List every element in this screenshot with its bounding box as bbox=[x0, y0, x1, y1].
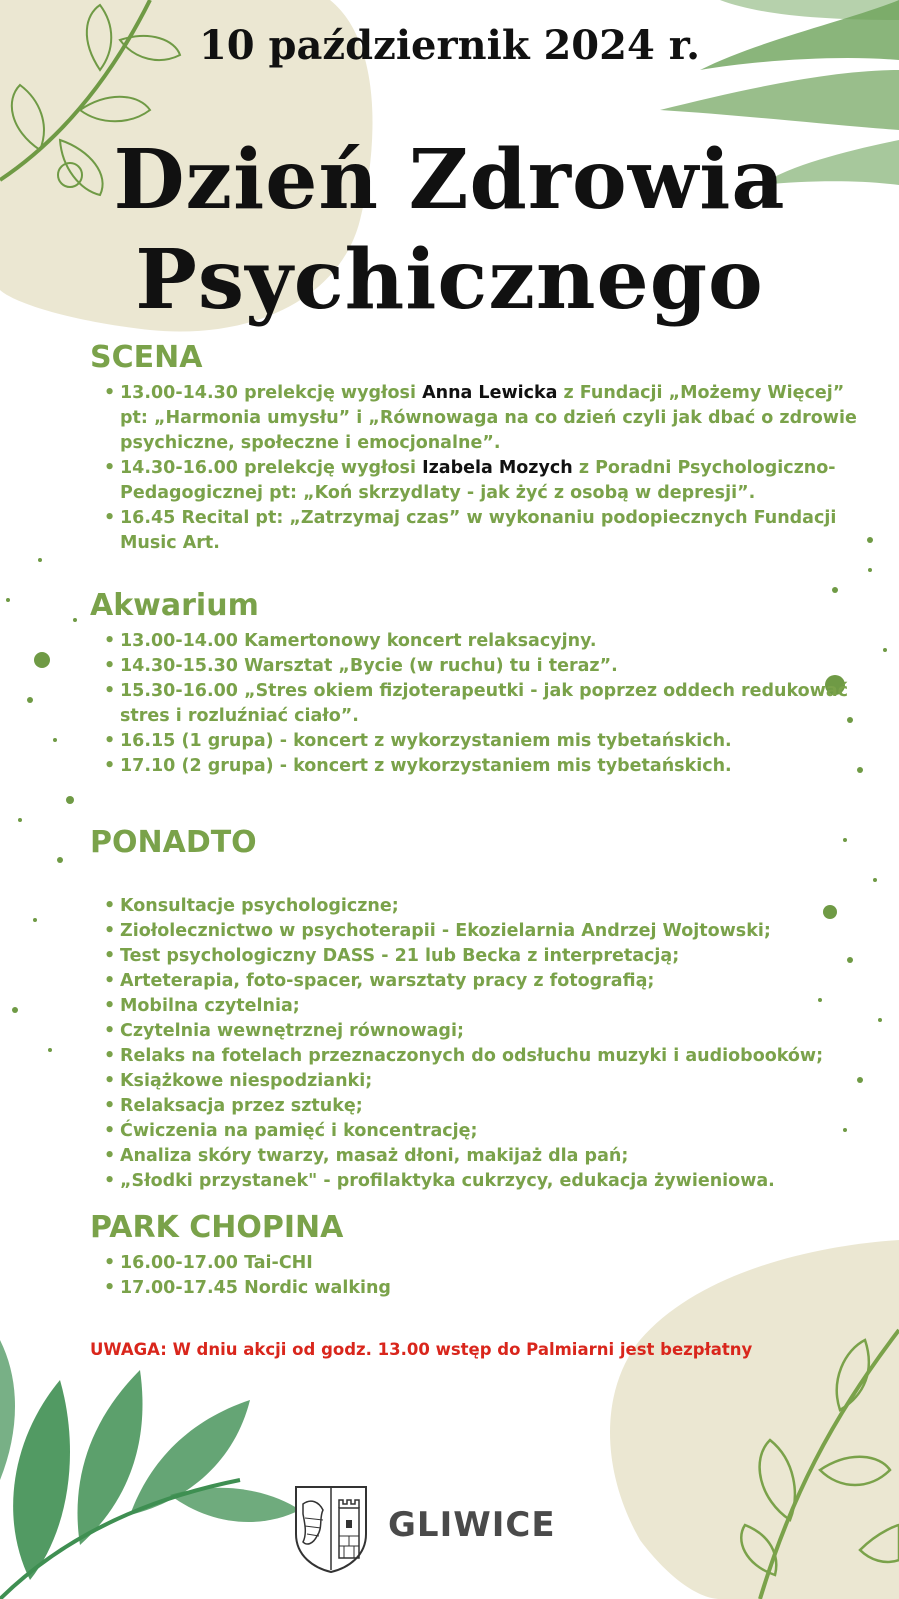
speaker-name: Anna Lewicka bbox=[422, 383, 558, 403]
city-name: GLIWICE bbox=[388, 1505, 556, 1545]
list-item: • 14.30-15.30 Warsztat „Bycie (w ruchu) tu i teraz”. bbox=[120, 654, 860, 679]
list-item: • 17.00-17.45 Nordic walking bbox=[120, 1276, 860, 1301]
list-item: • Książkowe niespodzianki; bbox=[120, 1069, 860, 1094]
list-item: • 15.30-16.00 „Stres okiem fizjoterapeutki - jak poprzez oddech redukować stres i rozluźniać ciało”. bbox=[120, 679, 860, 729]
speaker-name: Izabela Mozych bbox=[422, 458, 573, 478]
list-item: • Analiza skóry twarzy, masaż dłoni, makijaż dla pań; bbox=[120, 1144, 860, 1169]
park-list bbox=[90, 1251, 860, 1301]
title-line-2: Psychicznego bbox=[135, 232, 764, 328]
section-heading-scena: SCENA bbox=[90, 340, 203, 375]
list-item: • 13.00-14.00 Kamertonowy koncert relaksacyjny. bbox=[120, 629, 860, 654]
section-park-chopina bbox=[90, 1210, 860, 1301]
ponadto-list bbox=[90, 894, 860, 1194]
title-line-1: Dzień Zdrowia bbox=[113, 132, 786, 228]
section-heading-park: PARK CHOPINA bbox=[90, 1210, 344, 1245]
section-heading-ponadto: PONADTO bbox=[90, 825, 257, 860]
section-heading-akwarium: Akwarium bbox=[90, 588, 259, 623]
list-item: • 16.45 Recital pt: „Zatrzymaj czas” w wykonaniu podopiecznych Fundacji Music Art. bbox=[120, 506, 860, 556]
list-item: • Relaksacja przez sztukę; bbox=[120, 1094, 860, 1119]
list-item: • 17.10 (2 grupa) - koncert z wykorzystaniem mis tybetańskich. bbox=[120, 754, 860, 779]
section-ponadto bbox=[90, 825, 860, 1194]
list-item: • Relaks na fotelach przeznaczonych do odsłuchu muzyki i audiobooków; bbox=[120, 1044, 860, 1069]
scena-list bbox=[90, 381, 860, 556]
list-item: • Ziołolecznictwo w psychoterapii - Ekozielarnia Andrzej Wojtowski; bbox=[120, 919, 860, 944]
list-item: • 14.30-16.00 prelekcję wygłosi Izabela Mozych z Poradni Psychologiczno-Pedagogicznej pt: „Koń skrzydlaty - jak żyć z osobą w depresji”. bbox=[120, 456, 860, 506]
list-item: • Test psychologiczny DASS - 21 lub Becka z interpretacją; bbox=[120, 944, 860, 969]
list-item: • „Słodki przystanek" - profilaktyka cukrzycy, edukacja żywieniowa. bbox=[120, 1169, 860, 1194]
gliwice-coat-of-arms-icon bbox=[293, 1484, 369, 1574]
akwarium-list bbox=[90, 629, 860, 779]
page-title bbox=[0, 130, 899, 330]
list-item: • 16.00-17.00 Tai-CHI bbox=[120, 1251, 860, 1276]
free-entry-notice: UWAGA: W dniu akcji od godz. 13.00 wstęp do Palmiarni jest bezpłatny bbox=[90, 1340, 753, 1359]
list-item: • 16.15 (1 grupa) - koncert z wykorzystaniem mis tybetańskich. bbox=[120, 729, 860, 754]
list-item: • Ćwiczenia na pamięć i koncentrację; bbox=[120, 1119, 860, 1144]
list-item: • Konsultacje psychologiczne; bbox=[120, 894, 860, 919]
list-item: • Arteterapia, foto-spacer, warsztaty pracy z fotografią; bbox=[120, 969, 860, 994]
event-date: 10 październik 2024 r. bbox=[198, 22, 701, 69]
list-item: • Mobilna czytelnia; bbox=[120, 994, 860, 1019]
leaf-branch-bottom-left-icon bbox=[0, 1340, 300, 1599]
section-akwarium bbox=[90, 588, 860, 779]
section-scena bbox=[90, 340, 860, 556]
list-item: • Czytelnia wewnętrznej równowagi; bbox=[120, 1019, 860, 1044]
list-item: • 13.00-14.30 prelekcję wygłosi Anna Lewicka z Fundacji „Możemy Więcej” pt: „Harmonia umysłu” i „Równowaga na co dzień czyli jak dbać o zdrowie psychiczne, społeczne i emocjonalne”. bbox=[120, 381, 860, 456]
